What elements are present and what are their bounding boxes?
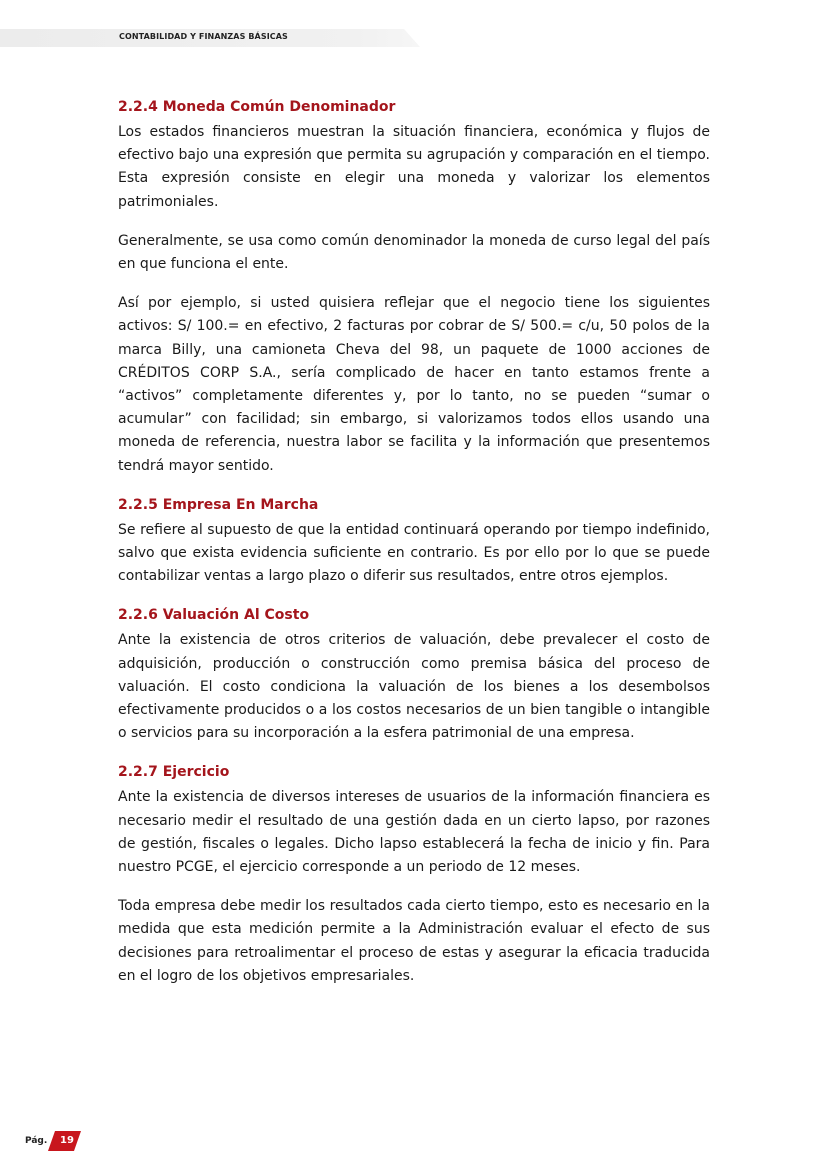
paragraph: Los estados financieros muestran la situación financiera, económica y flujos de efectivo bajo una expresión que permita su agrupación y comparación en el tiempo. Esta expresión consiste en elegir una moneda y valorizar los elementos patrimoniales. bbox=[118, 124, 710, 210]
section-title: 2.2.6 Valuación Al Costo bbox=[118, 607, 310, 624]
section-title: 2.2.7 Ejercicio bbox=[118, 764, 230, 781]
paragraph: Ante la existencia de diversos intereses de usuarios de la información financiera es necesario medir el resultado de una gestión dada en un cierto lapso, por razones de gestión, fiscales o legales. Dicho lapso establecerá la fecha de inicio y fin. Para nuestro PCGE, el ejercicio corresponde a un periodo de 12 meses. bbox=[118, 789, 710, 876]
page-content bbox=[118, 97, 710, 988]
section-moneda-comun-denominador bbox=[118, 97, 710, 478]
section-empresa-en-marcha bbox=[118, 495, 710, 589]
paragraph: Se refiere al supuesto de que la entidad continuará operando por tiempo indefinido, salvo que exista evidencia suficiente en contrario. Es por ello por lo que se puede contabilizar ventas a largo plazo o diferir sus resultados, entre otros ejemplos. bbox=[118, 521, 710, 585]
paragraph: Toda empresa debe medir los resultados cada cierto tiempo, esto es necesario en la medida que esta medición permite a la Administración evaluar el efecto de sus decisiones para retroalimentar el proceso de estas y asegurar la eficacia traducida en el logro de los objetivos empresariales. bbox=[118, 898, 710, 984]
page-label: Pág. bbox=[25, 1136, 48, 1146]
paragraph: Ante la existencia de otros criterios de valuación, debe prevalecer el costo de adquisición, producción o construcción como premisa básica del proceso de valuación. El costo condiciona la valuación de los bienes a los desembolsos efectivamente producidos o a los costos necesarios de un bien tangible o intangible o servicios para su incorporación a la esfera patrimonial de una empresa. bbox=[118, 632, 710, 742]
section-title: 2.2.5 Empresa En Marcha bbox=[118, 496, 319, 513]
section-valuacion-al-costo bbox=[118, 605, 710, 745]
paragraph: Así por ejemplo, si usted quisiera reflejar que el negocio tiene los siguientes activos: S/ 100.= en efectivo, 2 facturas por cobrar de S/ 500.= c/u, 50 polos de la marca Billy, una camioneta Cheva del 98, un paquete de 1000 acciones de CRÉDITOS CORP S.A., sería complicado de hacer en tanto estamos frente a “activos” completamente diferentes y, por lo tanto, no se pueden “sumar o acumular” con facilidad; sin embargo, si valorizamos todos ellos usando una moneda de referencia, nuestra labor se facilita y la información que presentemos tendrá mayor sentido. bbox=[118, 295, 710, 474]
page-number: 19 bbox=[60, 1135, 74, 1146]
page-number-badge bbox=[48, 1131, 81, 1151]
running-header-title: CONTABILIDAD Y FINANZAS BÁSICAS bbox=[119, 32, 288, 41]
paragraph: Generalmente, se usa como común denominador la moneda de curso legal del país en que funciona el ente. bbox=[118, 232, 710, 273]
section-ejercicio bbox=[118, 762, 710, 988]
section-title: 2.2.4 Moneda Común Denominador bbox=[118, 99, 396, 115]
